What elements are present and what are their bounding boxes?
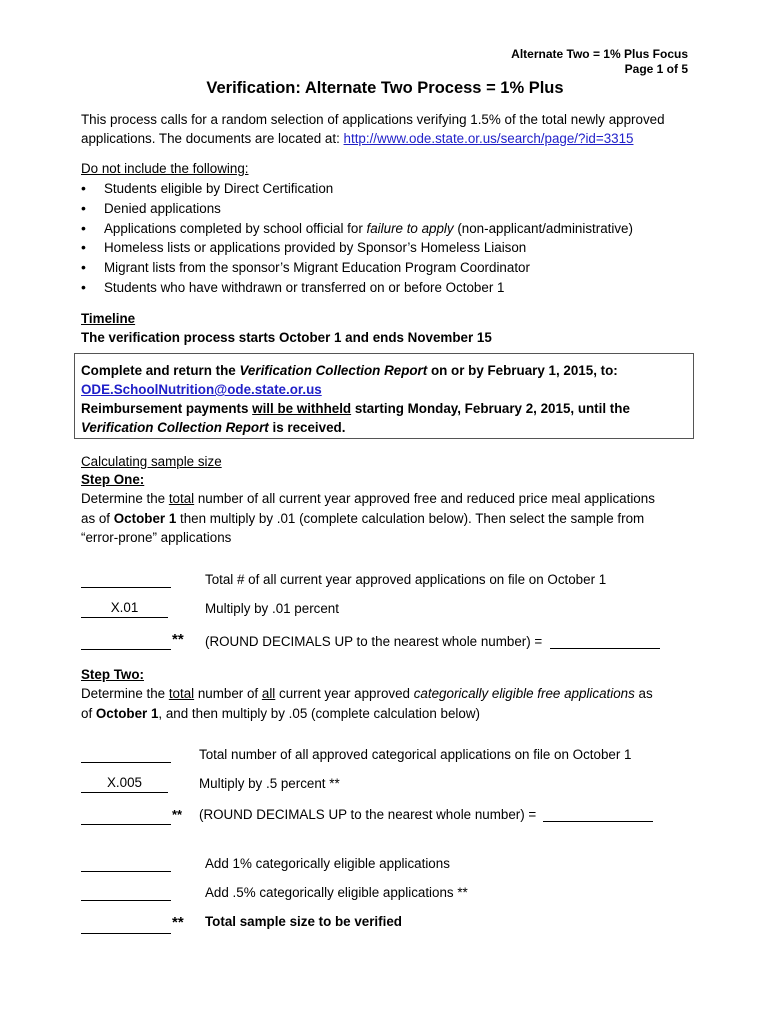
step-one-row-1-label: Total # of all current year approved applications on file on October 1: [205, 572, 607, 587]
step-one-heading: Step One:: [81, 472, 145, 487]
list-item: • Homeless lists or applications provided by Sponsor’s Homeless Liaison: [81, 238, 633, 258]
step-two-heading: Step Two:: [81, 667, 144, 682]
totals-stars: **: [172, 914, 184, 931]
totals-row-1-label: Add 1% categorically eligible applications: [205, 856, 450, 871]
step-one-line-1: Determine the total number of all current year approved free and reduced price meal applications: [81, 491, 655, 506]
notice-email-link[interactable]: ODE.SchoolNutrition@ode.state.or.us: [81, 382, 322, 397]
step-one-line-3: “error-prone” applications: [81, 530, 232, 545]
step-one-line-2: as of October 1 then multiply by .01 (complete calculation below). Then select the sample from: [81, 511, 645, 526]
intro-line-1: This process calls for a random selection of applications verifying 1.5% of the total newly approved: [81, 112, 665, 127]
notice-line-1: Complete and return the Verification Collection Report on or by February 1, 2015, to:: [81, 363, 618, 378]
exclusions-list: [81, 179, 633, 298]
notice-line-3: Reimbursement payments will be withheld starting Monday, February 2, 2015, until the: [81, 401, 630, 416]
total-sample-blank[interactable]: [81, 933, 171, 934]
step-two-row-3-label: (ROUND DECIMALS UP to the nearest whole number) =: [199, 807, 537, 822]
document-header: [511, 47, 688, 77]
header-page-number: Page 1 of 5: [624, 62, 688, 76]
list-item: • Applications completed by school official for failure to apply (non-applicant/administrative): [81, 219, 633, 239]
step-two-stars: **: [172, 807, 183, 822]
totals-row-2-label: Add .5% categorically eligible applications **: [205, 885, 468, 900]
step-one-total-blank[interactable]: [81, 587, 171, 588]
list-item: • Students eligible by Direct Certification: [81, 179, 633, 199]
step-two-answer-blank[interactable]: [543, 821, 653, 822]
step-one-multiplier: X.01: [81, 599, 168, 618]
step-one-answer-blank[interactable]: [550, 648, 660, 649]
step-one-result-blank[interactable]: [81, 649, 171, 650]
timeline-heading: Timeline: [81, 311, 136, 326]
list-item: • Migrant lists from the sponsor’s Migrant Education Program Coordinator: [81, 258, 633, 278]
step-two-line-1: Determine the total number of all current year approved categorically eligible free applications as: [81, 686, 653, 701]
list-item: • Denied applications: [81, 199, 633, 219]
header-doc-name: Alternate Two = 1% Plus Focus: [511, 47, 688, 61]
step-one-row-2-label: Multiply by .01 percent: [205, 601, 339, 616]
add-one-percent-blank[interactable]: [81, 871, 171, 872]
exclusions-heading: Do not include the following:: [81, 161, 249, 176]
notice-line-4: Verification Collection Report is received.: [81, 420, 346, 435]
step-one-row-3-label: (ROUND DECIMALS UP to the nearest whole number) =: [205, 634, 543, 649]
add-half-percent-blank[interactable]: [81, 900, 171, 901]
page-title: Verification: Alternate Two Process = 1% Plus: [206, 79, 564, 97]
totals-row-3-label: Total sample size to be verified: [205, 914, 402, 929]
documents-link[interactable]: http://www.ode.state.or.us/search/page/?id=3315: [343, 131, 634, 146]
intro-line-2: applications. The documents are located at: http://www.ode.state.or.us/search/page/?id=3315: [81, 131, 634, 146]
step-two-total-blank[interactable]: [81, 762, 171, 763]
step-two-line-2: of October 1, and then multiply by .05 (complete calculation below): [81, 706, 480, 721]
step-two-row-1-label: Total number of all approved categorical applications on file on October 1: [199, 747, 632, 762]
timeline-text: The verification process starts October 1 and ends November 15: [81, 330, 492, 345]
step-two-row-2-label: Multiply by .5 percent **: [199, 776, 340, 791]
sample-heading: Calculating sample size: [81, 454, 222, 469]
list-item: • Students who have withdrawn or transferred on or before October 1: [81, 278, 633, 298]
step-two-result-blank[interactable]: [81, 824, 171, 825]
step-two-multiplier: X.005: [81, 774, 168, 793]
step-one-stars: **: [172, 631, 184, 648]
